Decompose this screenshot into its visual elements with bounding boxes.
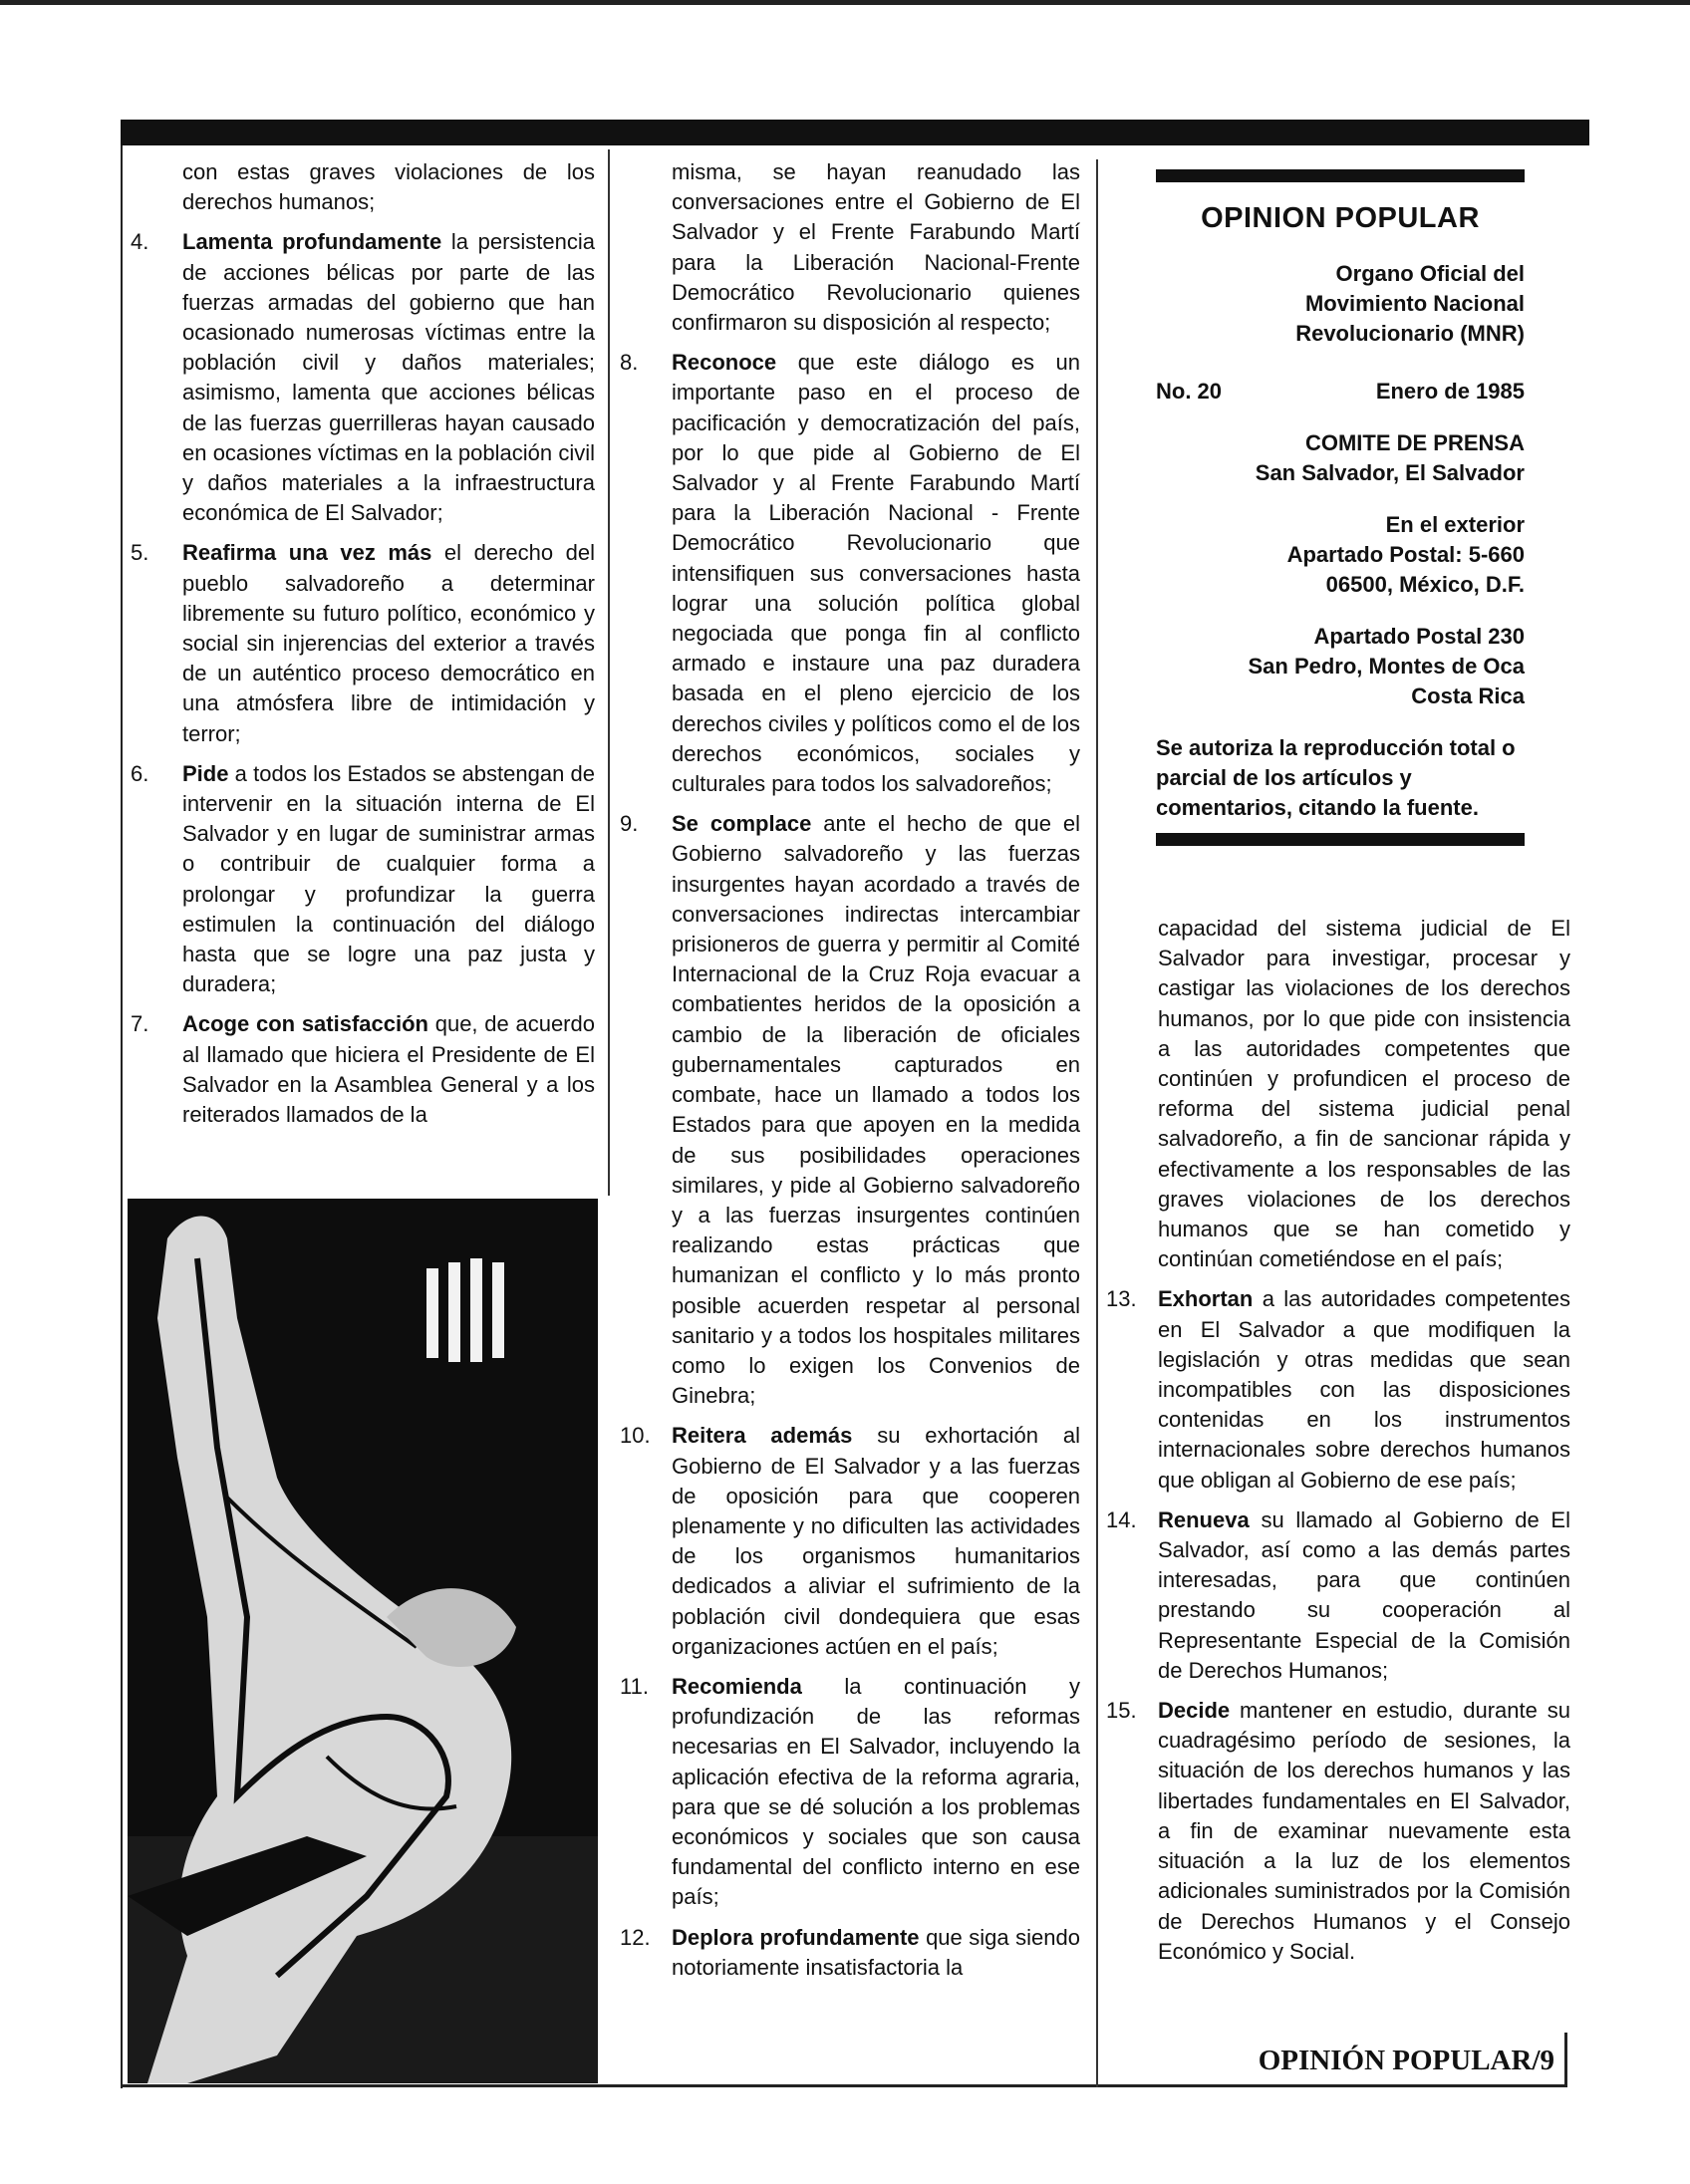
column-divider-2: [1096, 159, 1098, 2087]
col2-intro: misma, se hayan reanudado las conversaciones entre el Gobierno de El Salvador y el Frente Farabundo Martí para la Liberación Nacional-Frente Democrático Revolucionario quienes confirmaron su disposición al respecto;: [672, 159, 1080, 336]
woodcut-prisoner-illustration: [128, 1199, 598, 2083]
item-text: que, de acuerdo al llamado que hiciera el Presidente de El Salvador en la Asamblea General y a los reiterados llamados de la: [182, 1011, 595, 1128]
resolution-item-4: [131, 227, 595, 528]
item-number: 7.: [131, 1011, 149, 1037]
mexico-address-2: 06500, México, D.F.: [1325, 572, 1525, 597]
item-lead: Lamenta profundamente: [182, 229, 442, 255]
header-bar: [121, 120, 1589, 145]
resolution-item-5: [131, 538, 595, 748]
item-lead: Pide: [182, 760, 229, 786]
frame-left-rule: [121, 145, 123, 2088]
item-text: ante el hecho de que el Gobierno salvadoreño y las fuerzas insurgentes hayan acordado a través de conversaciones indirectas intercambiar prisioneros de guerra y permitir al Comité Internacional de la Cruz Roja evacuar a combatientes heridos de la oposición a cambio de la liberación de oficiales gubernamentales capturados en combate, hace un llamado a todos los Estados para que apoyen en la medida de sus posibilidades operaciones similares, y pide al Gobierno salvadoreño y a las fuerzas insurgentes continúen realizando estas prácticas que humanizan el conflicto y lo más pronto posible acuerden respetar al personal sanitario y a todos los hospitales militares como lo exigen los Convenios de Ginebra;: [672, 811, 1081, 1409]
item-lead: Recomienda: [672, 1673, 802, 1699]
item-number: 12.: [620, 1924, 651, 1950]
top-border: [0, 0, 1690, 5]
issue-row: [1156, 377, 1525, 407]
item-lead: Reitera además: [672, 1423, 853, 1449]
press-city: San Salvador, El Salvador: [1255, 460, 1525, 485]
reproduction-notice: Se autoriza la reproducción total o parcial de los artículos y comentarios, citando la fuente.: [1156, 735, 1516, 820]
resolution-item-6: [131, 759, 595, 1000]
item-text: la continuación y profundización de las reformas necesarias en El Salvador, incluyendo la aplicación efectiva de la reforma agraria, para que se dé solución a los problemas económicos y sociales que son causa fundamental del conflicto interno en ese país;: [672, 1673, 1080, 1910]
item-number: 4.: [131, 229, 149, 255]
item-number: 6.: [131, 760, 149, 786]
frame-bottom-rule: [121, 2084, 1564, 2087]
item-number: 5.: [131, 540, 149, 566]
resolution-item-14: [1106, 1505, 1570, 1686]
item-text: que siga siendo notoriamente insatisfactoria la: [672, 1924, 1080, 1980]
item-number: 9.: [620, 811, 639, 837]
resolution-item-10: [620, 1421, 1080, 1662]
item-text: su llamado al Gobierno de El Salvador, así como a las demás partes interesadas, para que continúen prestando su cooperación al Representante Especial de la Comisión de Derechos Humanos;: [1158, 1506, 1570, 1683]
frame-right-rule: [1564, 2033, 1567, 2087]
item-lead: Reconoce: [672, 350, 777, 376]
masthead-org-line-1: Organo Oficial del: [1335, 261, 1525, 286]
item-number: 10.: [620, 1423, 651, 1449]
item-lead: Reafirma una vez más: [182, 540, 432, 566]
resolution-item-8: [620, 348, 1080, 799]
item-lead: Exhortan: [1158, 1286, 1254, 1312]
column-2: [620, 157, 1080, 1993]
issue-date: Enero de 1985: [1375, 379, 1525, 404]
item-lead: Decide: [1158, 1698, 1231, 1724]
item-number: 11.: [620, 1673, 649, 1699]
resolution-item-9: [620, 809, 1080, 1411]
costarica-address-1: Apartado Postal 230: [1313, 624, 1525, 649]
item-lead: Deplora profundamente: [672, 1924, 920, 1950]
item-text: la persistencia de acciones bélicas por parte de las fuerzas armadas del gobierno que han ocasionado numerosas víctimas entre la población civil y daños materiales; asimismo, lamenta que acciones bélicas de las fuerzas guerrilleras hayan causado en ocasiones víctimas en la población civil y daños materiales a la infraestructura económica de El Salvador;: [182, 229, 595, 526]
item-lead: Se complace: [672, 811, 812, 837]
item-number: 8.: [620, 350, 639, 376]
page-footer-title: OPINIÓN POPULAR/9: [1258, 2045, 1554, 2076]
mexico-address-1: Apartado Postal: 5-660: [1286, 542, 1525, 567]
item-text: que este diálogo es un importante paso en el proceso de pacificación y democratización del país, por lo que pide al Gobierno de El Salvador y al Frente Farabundo Martí para la Liberación Nacional - Frente Democrático Revolucionario que intensifiquen sus conversaciones hasta lograr una solución política global negociada que ponga fin al conflicto armado e instaure una paz duradera basada en el pleno ejercicio de los derechos civiles y políticos como el de los derechos económicos, sociales y culturales para todos los salvadoreños;: [672, 350, 1080, 797]
exterior-label: En el exterior: [1385, 512, 1525, 537]
column-3: [1106, 914, 1570, 1977]
resolution-item-12: [620, 1923, 1080, 1983]
column-divider-1: [608, 149, 610, 1196]
masthead-org-line-3: Revolucionario (MNR): [1295, 321, 1525, 346]
item-text: mantener en estudio, durante su cuadragésimo período de sesiones, la situación de los derechos humanos y las libertades fundamentales en El Salvador, a fin de examinar nuevamente esta situación a la luz de los elementos adicionales suministrados por la Comisión de Derechos Humanos y el Consejo Económico y Social.: [1158, 1698, 1570, 1964]
costarica-address-2: San Pedro, Montes de Oca: [1248, 654, 1525, 679]
item-number: 15.: [1106, 1698, 1137, 1724]
masthead: [1156, 169, 1525, 846]
resolution-item-15: [1106, 1696, 1570, 1967]
item-text: el derecho del pueblo salvadoreño a determinar libremente su futuro político, económico y social sin injerencias del exterior a través de un auténtico proceso democrático en una atmósfera libre de intimidación y terror;: [182, 540, 595, 746]
issue-number: No. 20: [1156, 379, 1223, 404]
masthead-title: OPINION POPULAR: [1201, 202, 1480, 234]
col1-intro: con estas graves violaciones de los derechos humanos;: [182, 159, 595, 215]
masthead-bottom-bar: [1156, 833, 1525, 846]
resolution-item-7: [131, 1009, 595, 1130]
column-1: [131, 157, 595, 1140]
item-text: a las autoridades competentes en El Salvador a que modifiquen la legislación y otras medidas que sean incompatibles con las disposiciones contenidas en los instrumentos internacionales sobre derechos humanos que obligan al Gobierno de ese país;: [1158, 1286, 1570, 1493]
item-number: 14.: [1106, 1506, 1137, 1532]
resolution-item-11: [620, 1672, 1080, 1913]
item-number: 13.: [1106, 1286, 1137, 1312]
press-committee: COMITE DE PRENSA: [1304, 430, 1525, 455]
item-lead: Renueva: [1158, 1506, 1250, 1532]
masthead-org-line-2: Movimiento Nacional: [1304, 291, 1525, 316]
col3-intro: capacidad del sistema judicial de El Salvador para investigar, procesar y castigar las violaciones de los derechos humanos, por lo que pide con insistencia a las autoridades competentes que continúen y profundicen el proceso de reforma del sistema judicial penal salvadoreño, a fin de sancionar rápida y efectivamente a los responsables de las graves violaciones de los derechos humanos que se han cometido y continúan cometiéndose en el país;: [1158, 916, 1570, 1272]
item-lead: Acoge con satisfacción: [182, 1011, 428, 1037]
masthead-top-bar: [1156, 169, 1525, 182]
item-text: su exhortación al Gobierno de El Salvador y a las fuerzas de oposición para que cooperen plenamente y no dificulten las actividades de los organismos humanitarios dedicados a aliviar el sufrimiento de la población civil dondequiera que esas organizaciones actúen en el país;: [672, 1423, 1080, 1659]
costarica-address-3: Costa Rica: [1411, 683, 1525, 708]
item-text: a todos los Estados se abstengan de intervenir en la situación interna de El Salvador y en lugar de suministrar armas o contribuir de cualquier forma a prolongar y profundizar la guerra estimulen la continuación del diálogo hasta que se logre una paz justa y duradera;: [182, 760, 595, 997]
resolution-item-13: [1106, 1284, 1570, 1495]
